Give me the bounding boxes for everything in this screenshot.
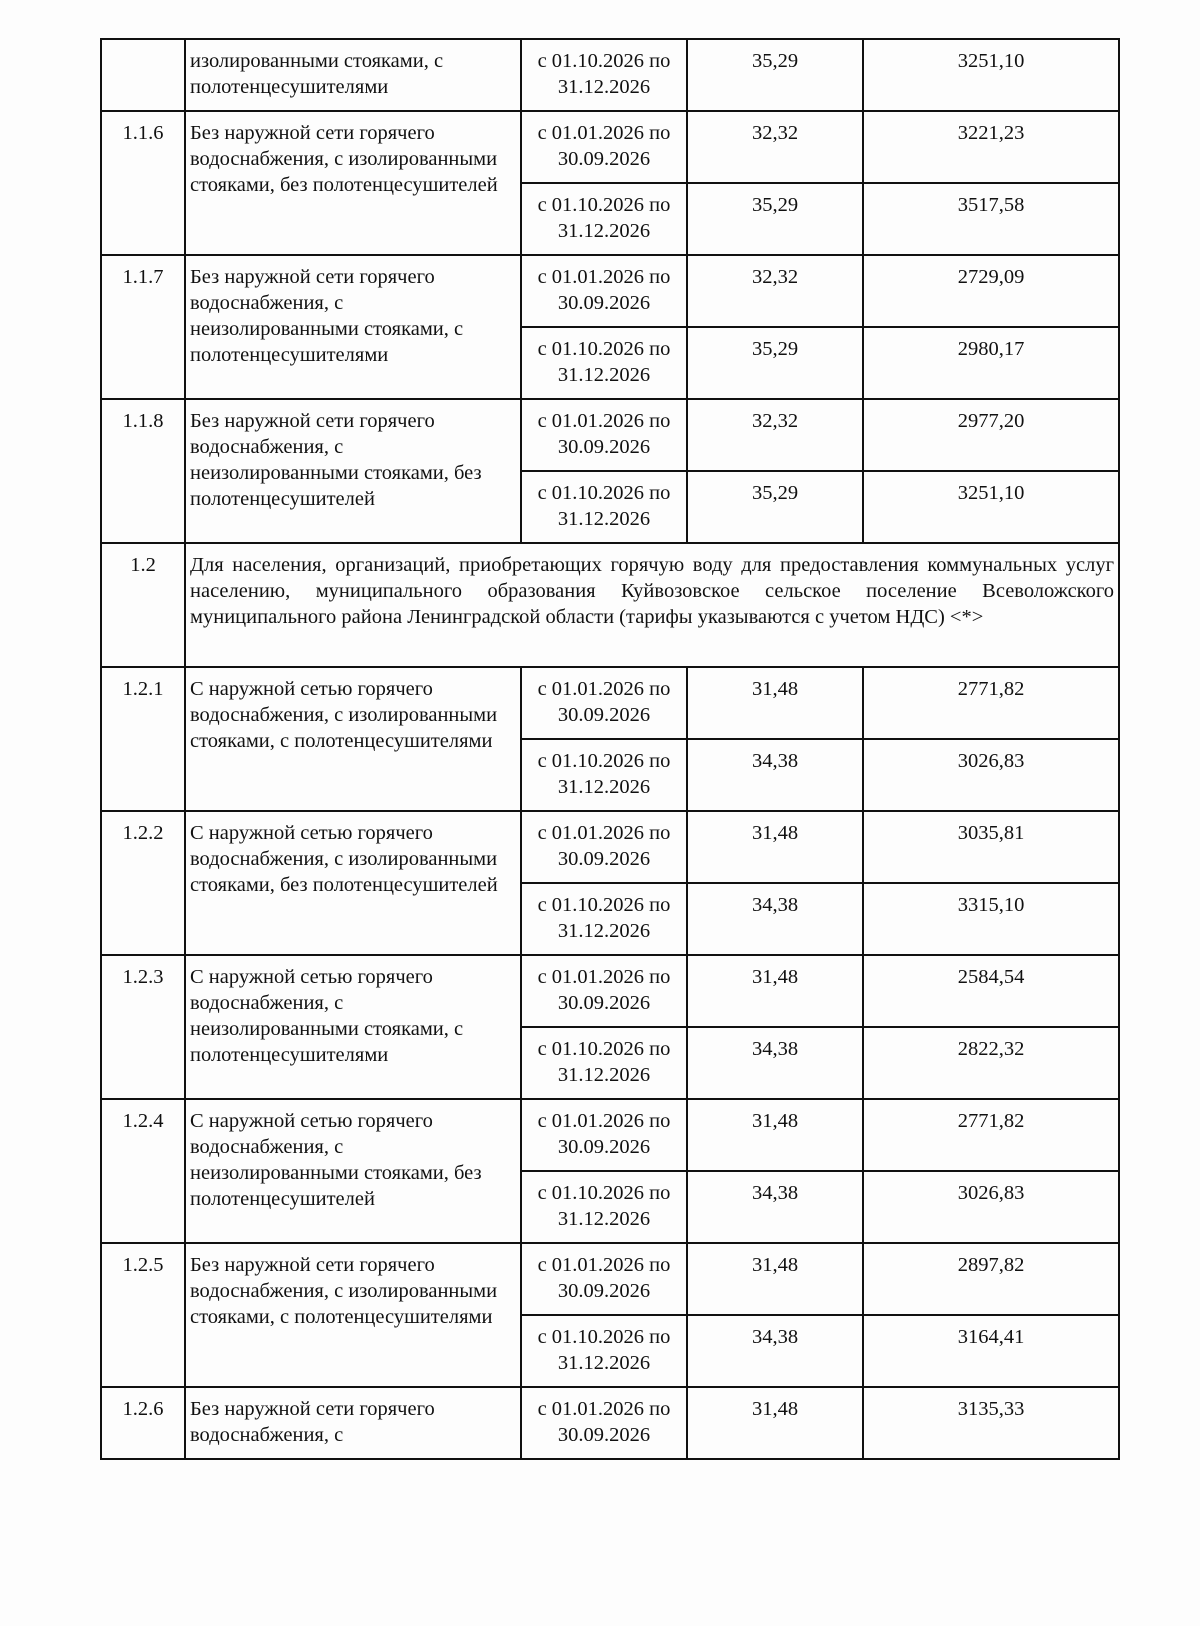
consumption-value: 31,48 [687, 1099, 863, 1171]
tariff-value: 3135,33 [863, 1387, 1119, 1459]
tariff-table-body-top [101, 39, 1119, 543]
validity-period: с 01.10.2026 по 31.12.2026 [521, 183, 687, 255]
row-description: Без наружной сети горячего водоснабжения, с [185, 1387, 521, 1459]
validity-period: с 01.10.2026 по 31.12.2026 [521, 39, 687, 111]
consumption-value: 34,38 [687, 1315, 863, 1387]
consumption-value: 31,48 [687, 955, 863, 1027]
section-description: Для населения, организаций, приобретающих горячую воду для предоставления коммунальных услуг населению, муниципального образования Куйвозовское сельское поселение Всеволожского муниципального района Ленинградской области (тарифы указываются с учетом НДС) <*> [185, 543, 1119, 667]
consumption-value: 34,38 [687, 1027, 863, 1099]
row-description: Без наружной сети горячего водоснабжения, с изолированными стояками, с полотенцесушителями [185, 1243, 521, 1387]
row-description: С наружной сетью горячего водоснабжения, с неизолированными стояками, с полотенцесушителями [185, 955, 521, 1099]
consumption-value: 31,48 [687, 667, 863, 739]
row-description: Без наружной сети горячего водоснабжения, с неизолированными стояками, без полотенцесушителей [185, 399, 521, 543]
tariff-row [101, 667, 1119, 739]
tariff-value: 3164,41 [863, 1315, 1119, 1387]
row-number: 1.1.6 [101, 111, 185, 255]
row-number: 1.2.4 [101, 1099, 185, 1243]
validity-period: с 01.01.2026 по 30.09.2026 [521, 1243, 687, 1315]
consumption-value: 31,48 [687, 811, 863, 883]
tariff-row [101, 255, 1119, 327]
row-number [101, 39, 185, 111]
consumption-value: 35,29 [687, 183, 863, 255]
row-number: 1.1.8 [101, 399, 185, 543]
tariff-row [101, 39, 1119, 111]
section-number: 1.2 [101, 543, 185, 667]
tariff-table [100, 38, 1120, 1460]
validity-period: с 01.10.2026 по 31.12.2026 [521, 1171, 687, 1243]
tariff-value: 2771,82 [863, 1099, 1119, 1171]
section-row-group [101, 543, 1119, 667]
validity-period: с 01.10.2026 по 31.12.2026 [521, 739, 687, 811]
tariff-value: 2980,17 [863, 327, 1119, 399]
row-description: С наружной сетью горячего водоснабжения, с изолированными стояками, без полотенцесушителей [185, 811, 521, 955]
tariff-value: 3517,58 [863, 183, 1119, 255]
row-number: 1.2.6 [101, 1387, 185, 1459]
tariff-value: 2729,09 [863, 255, 1119, 327]
consumption-value: 31,48 [687, 1243, 863, 1315]
consumption-value: 35,29 [687, 471, 863, 543]
row-description: Без наружной сети горячего водоснабжения, с изолированными стояками, без полотенцесушителей [185, 111, 521, 255]
tariff-value: 2822,32 [863, 1027, 1119, 1099]
row-number: 1.2.5 [101, 1243, 185, 1387]
tariff-value: 3251,10 [863, 39, 1119, 111]
row-number: 1.2.1 [101, 667, 185, 811]
tariff-value: 2771,82 [863, 667, 1119, 739]
validity-period: с 01.01.2026 по 30.09.2026 [521, 1099, 687, 1171]
tariff-value: 3026,83 [863, 739, 1119, 811]
tariff-value: 2897,82 [863, 1243, 1119, 1315]
consumption-value: 31,48 [687, 1387, 863, 1459]
consumption-value: 32,32 [687, 255, 863, 327]
tariff-value: 3035,81 [863, 811, 1119, 883]
tariff-table-body-bottom [101, 667, 1119, 1459]
validity-period: с 01.01.2026 по 30.09.2026 [521, 255, 687, 327]
row-description: С наружной сетью горячего водоснабжения, с неизолированными стояками, без полотенцесушителей [185, 1099, 521, 1243]
row-description: Без наружной сети горячего водоснабжения, с неизолированными стояками, с полотенцесушителями [185, 255, 521, 399]
tariff-value: 3251,10 [863, 471, 1119, 543]
tariff-value: 3026,83 [863, 1171, 1119, 1243]
validity-period: с 01.10.2026 по 31.12.2026 [521, 471, 687, 543]
row-number: 1.2.2 [101, 811, 185, 955]
row-description: С наружной сетью горячего водоснабжения, с изолированными стояками, с полотенцесушителями [185, 667, 521, 811]
validity-period: с 01.01.2026 по 30.09.2026 [521, 811, 687, 883]
validity-period: с 01.10.2026 по 31.12.2026 [521, 1027, 687, 1099]
tariff-value: 2584,54 [863, 955, 1119, 1027]
validity-period: с 01.10.2026 по 31.12.2026 [521, 327, 687, 399]
validity-period: с 01.01.2026 по 30.09.2026 [521, 1387, 687, 1459]
tariff-value: 2977,20 [863, 399, 1119, 471]
tariff-row [101, 1099, 1119, 1171]
consumption-value: 34,38 [687, 883, 863, 955]
validity-period: с 01.01.2026 по 30.09.2026 [521, 667, 687, 739]
row-number: 1.1.7 [101, 255, 185, 399]
validity-period: с 01.10.2026 по 31.12.2026 [521, 883, 687, 955]
tariff-row [101, 1387, 1119, 1459]
tariff-row [101, 811, 1119, 883]
consumption-value: 32,32 [687, 111, 863, 183]
row-description: изолированными стояками, с полотенцесушителями [185, 39, 521, 111]
tariff-row [101, 399, 1119, 471]
validity-period: с 01.01.2026 по 30.09.2026 [521, 399, 687, 471]
consumption-value: 34,38 [687, 739, 863, 811]
validity-period: с 01.10.2026 по 31.12.2026 [521, 1315, 687, 1387]
validity-period: с 01.01.2026 по 30.09.2026 [521, 955, 687, 1027]
consumption-value: 34,38 [687, 1171, 863, 1243]
tariff-value: 3315,10 [863, 883, 1119, 955]
tariff-row [101, 111, 1119, 183]
consumption-value: 35,29 [687, 39, 863, 111]
tariff-value: 3221,23 [863, 111, 1119, 183]
tariff-row [101, 1243, 1119, 1315]
validity-period: с 01.01.2026 по 30.09.2026 [521, 111, 687, 183]
consumption-value: 32,32 [687, 399, 863, 471]
row-number: 1.2.3 [101, 955, 185, 1099]
tariff-row [101, 955, 1119, 1027]
section-row [101, 543, 1119, 667]
consumption-value: 35,29 [687, 327, 863, 399]
